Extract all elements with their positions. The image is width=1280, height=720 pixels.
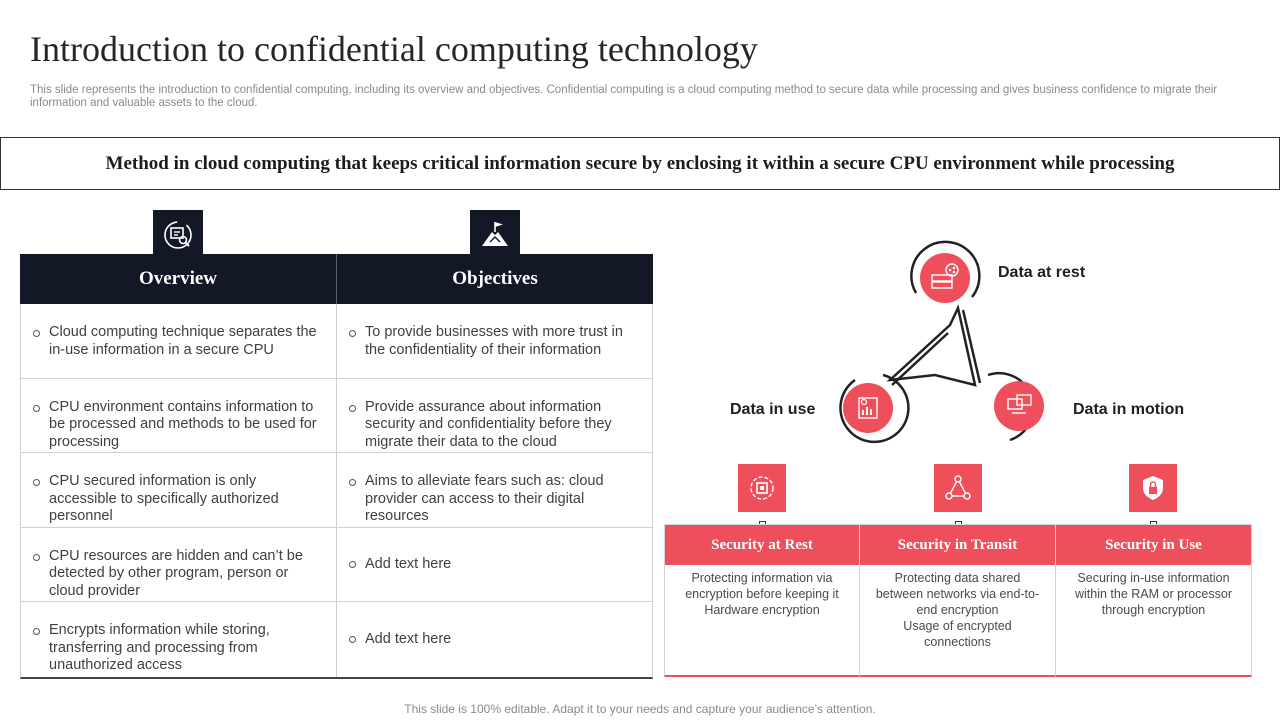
cell-text: Cloud computing technique separates the in-use information in a secure CPU bbox=[49, 324, 317, 358]
bullet-icon bbox=[349, 405, 356, 412]
triangle-network-icon bbox=[934, 464, 982, 512]
chip-circle-icon bbox=[738, 464, 786, 512]
overview-objectives-table bbox=[20, 254, 653, 677]
table-row bbox=[21, 528, 652, 603]
objective-cell bbox=[336, 379, 652, 453]
objective-cell bbox=[336, 602, 652, 677]
objective-cell bbox=[336, 304, 652, 378]
overview-cell bbox=[21, 379, 336, 453]
data-at-rest-label: Data at rest bbox=[998, 264, 1086, 281]
data-at-rest-circle bbox=[911, 242, 979, 303]
overview-cell bbox=[21, 453, 336, 527]
overview-cell bbox=[21, 304, 336, 378]
bullet-icon bbox=[349, 330, 356, 337]
bullet-icon bbox=[349, 636, 356, 643]
cell-text: Add text here bbox=[365, 555, 452, 572]
table-header bbox=[20, 254, 653, 304]
cell-text: CPU secured information is only accessible to specifically authorized personnel bbox=[49, 473, 279, 525]
definition-banner bbox=[0, 137, 1280, 190]
security-in-transit-card bbox=[860, 524, 1056, 677]
bullet-icon bbox=[33, 405, 40, 412]
bullet-icon bbox=[33, 554, 40, 561]
page-subtitle: This slide represents the introduction to confidential computing, including its overview and objectives. Confidential computing is a cloud computing method to secure data while processing and gives business confidence to migrate their information and valuable assets to the cloud. bbox=[30, 84, 1218, 109]
security-card-line: Usage of encrypted connections bbox=[903, 619, 1012, 649]
data-in-use-label: Data in use bbox=[730, 401, 816, 418]
security-card-title: Security at Rest bbox=[665, 525, 859, 565]
cell-text: Encrypts information while storing, transferring and processing from unauthorized access bbox=[49, 622, 270, 674]
cell-text: CPU environment contains information to be processed and methods to be used for processing bbox=[49, 398, 317, 450]
security-card-title: Security in Transit bbox=[860, 525, 1055, 565]
objective-cell bbox=[336, 528, 652, 602]
page-title: Introduction to confidential computing technology bbox=[30, 29, 758, 69]
overview-header: Overview bbox=[138, 268, 218, 289]
bullet-icon bbox=[33, 479, 40, 486]
security-card-text bbox=[1056, 565, 1251, 618]
data-in-motion-circle bbox=[988, 373, 1044, 440]
overview-cell bbox=[21, 528, 336, 602]
objectives-header: Objectives bbox=[336, 254, 653, 304]
security-card-line: Securing in-use information within the RAM or processor through encryption bbox=[1074, 571, 1232, 617]
table-row bbox=[21, 602, 652, 677]
security-in-use-card bbox=[1056, 524, 1252, 677]
cell-text: Provide assurance about information security and confidentiality before they migrate their data to the cloud bbox=[365, 398, 612, 450]
security-card-line: Protecting data shared between networks via end-to-end encryption bbox=[875, 571, 1040, 617]
bullet-icon bbox=[349, 561, 356, 568]
table-row bbox=[21, 453, 652, 528]
security-at-rest-card bbox=[664, 524, 860, 677]
data-in-use-circle bbox=[840, 375, 908, 442]
cell-text: To provide businesses with more trust in the confidentiality of their information bbox=[365, 324, 623, 358]
bullet-icon bbox=[349, 479, 356, 486]
data-in-motion-label: Data in motion bbox=[1073, 401, 1185, 418]
table-row bbox=[21, 304, 652, 379]
security-card-text bbox=[860, 565, 1055, 650]
bullet-icon bbox=[33, 628, 40, 635]
bullet-icon bbox=[33, 330, 40, 337]
shield-lock-icon bbox=[1129, 464, 1177, 512]
cell-text: Aims to alleviate fears such as: cloud provider can access to their digital resources bbox=[365, 473, 604, 525]
table-row bbox=[21, 379, 652, 454]
overview-cell bbox=[21, 602, 336, 677]
banner-text: Method in cloud computing that keeps critical information secure by enclosing it within a secure CPU environment while processing bbox=[105, 152, 1175, 174]
security-card-text bbox=[665, 565, 859, 618]
cell-text: CPU resources are hidden and can’t be detected by other program, person or cloud provider bbox=[49, 547, 303, 599]
security-card-line: Protecting information via encryption before keeping it Hardware encryption bbox=[685, 571, 839, 617]
footer-note: This slide is 100% editable. Adapt it to your needs and capture your audience’s attention. bbox=[404, 702, 876, 716]
table-body bbox=[20, 304, 653, 679]
cell-text: Add text here bbox=[365, 630, 452, 647]
security-card-title: Security in Use bbox=[1056, 525, 1251, 565]
objective-cell bbox=[336, 453, 652, 527]
